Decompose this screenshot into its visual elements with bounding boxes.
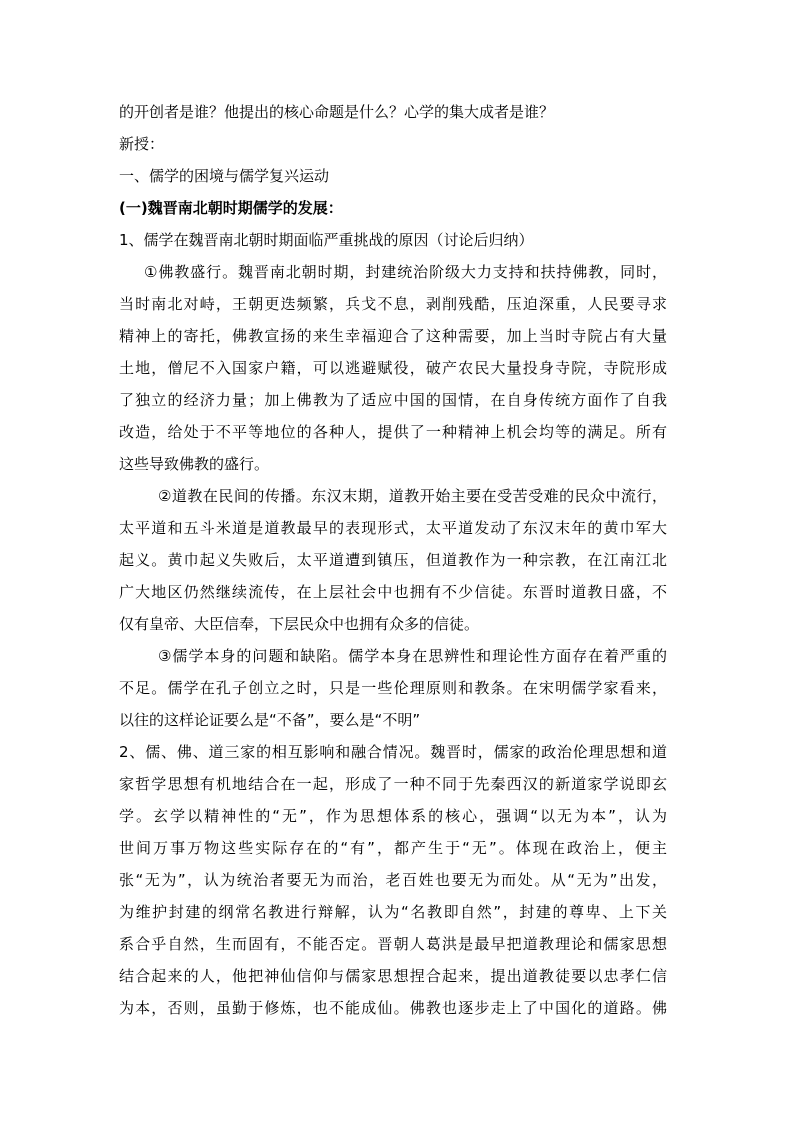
document-body xyxy=(119,96,667,1024)
paragraph-line: 学。玄学以精神性的“无”，作为思想体系的核心，强调“以无为本”，认为 xyxy=(119,807,667,825)
new-lesson-label: 新授： xyxy=(119,135,165,153)
paragraph-line: 以往的这样论证要么是“不备”，要么是“不明” xyxy=(119,711,421,729)
paragraph-line: 为维护封建的纲常名教进行辩解，认为“名教即自然”，封建的尊卑、上下关 xyxy=(119,903,667,921)
paragraph-line: 系合乎自然，生而固有，不能否定。晋朝人葛洪是最早把道教理论和儒家思想 xyxy=(119,935,667,953)
paragraph-line: 世间万事万物这些实际存在的“有”，都产生于“无”。体现在政治上，便主 xyxy=(119,839,667,857)
paragraph-line: 张“无为”，认为统治者要无为而治，老百姓也要无为而处。从“无为”出发， xyxy=(119,871,667,889)
paragraph-line: 为本，否则，虽勤于修炼，也不能成仙。佛教也逐步走上了中国化的道路。佛 xyxy=(119,999,667,1017)
paragraph-line: 了独立的经济力量；加上佛教为了适应中国的国情，在自身传统方面作了自我 xyxy=(119,391,667,409)
paragraph-taoism xyxy=(119,480,667,640)
paragraph-line: 2、儒、佛、道三家的相互影响和融合情况。魏晋时，儒家的政治伦理思想和道 xyxy=(119,743,667,761)
paragraph-line: 太平道和五斗米道是道教最早的表现形式，太平道发动了东汉末年的黄巾军大 xyxy=(119,519,667,537)
paragraph-line: ①佛教盛行。魏晋南北朝时期，封建统治阶级大力支持和扶持佛教，同时， xyxy=(144,263,667,281)
point1-title: 1、儒学在魏晋南北朝时期面临严重挑战的原因（讨论后归纳） xyxy=(119,231,534,249)
paragraph-confucianism-defects xyxy=(119,640,667,736)
paragraph-line: 当时南北对峙，王朝更迭频繁，兵戈不息，剥削残酷，压迫深重，人民要寻求 xyxy=(119,295,667,313)
section-heading: 一、儒学的困境与儒学复兴运动 xyxy=(119,167,330,185)
paragraph-line: 不足。儒学在孔子创立之时，只是一些伦理原则和教条。在宋明儒学家看来， xyxy=(119,679,667,697)
paragraph-line: 结合起来的人，他把神仙信仰与儒家思想捏合起来，提出道教徒要以忠孝仁信 xyxy=(119,967,667,985)
paragraph-line: 精神上的寄托，佛教宣扬的来生幸福迎合了这种需要，加上当时寺院占有大量 xyxy=(119,327,667,345)
paragraph-line: 这些导致佛教的盛行。 xyxy=(119,455,270,473)
paragraph-line: 土地，僧尼不入国家户籍，可以逃避赋役，破产农民大量投身寺院，寺院形成 xyxy=(119,359,667,377)
paragraph-line: 仅有皇帝、大臣信奉，下层民众中也拥有众多的信徒。 xyxy=(119,615,480,633)
subsection-heading: (一)魏晋南北朝时期儒学的发展： xyxy=(119,199,343,217)
paragraph-buddhism xyxy=(119,256,667,480)
paragraph-line: ②道教在民间的传播。东汉末期，道教开始主要在受苦受难的民众中流行， xyxy=(158,487,667,505)
paragraph-line: 广大地区仍然继续流传，在上层社会中也拥有不少信徒。东晋时道教日盛，不 xyxy=(119,583,667,601)
paragraph-line: 改造，给处于不平等地位的各种人，提供了一种精神上机会均等的满足。所有 xyxy=(119,423,667,441)
intro-line: 的开创者是谁？他提出的核心命题是什么？心学的集大成者是谁？ xyxy=(119,103,555,121)
paragraph-line: 家哲学思想有机地结合在一起，形成了一种不同于先秦西汉的新道家学说即玄 xyxy=(119,775,667,793)
paragraph-line: 起义。黄巾起义失败后，太平道遭到镇压，但道教作为一种宗教，在江南江北 xyxy=(119,551,667,569)
paragraph-three-schools xyxy=(119,736,667,1024)
paragraph-line: ③儒学本身的问题和缺陷。儒学本身在思辨性和理论性方面存在着严重的 xyxy=(158,647,667,665)
